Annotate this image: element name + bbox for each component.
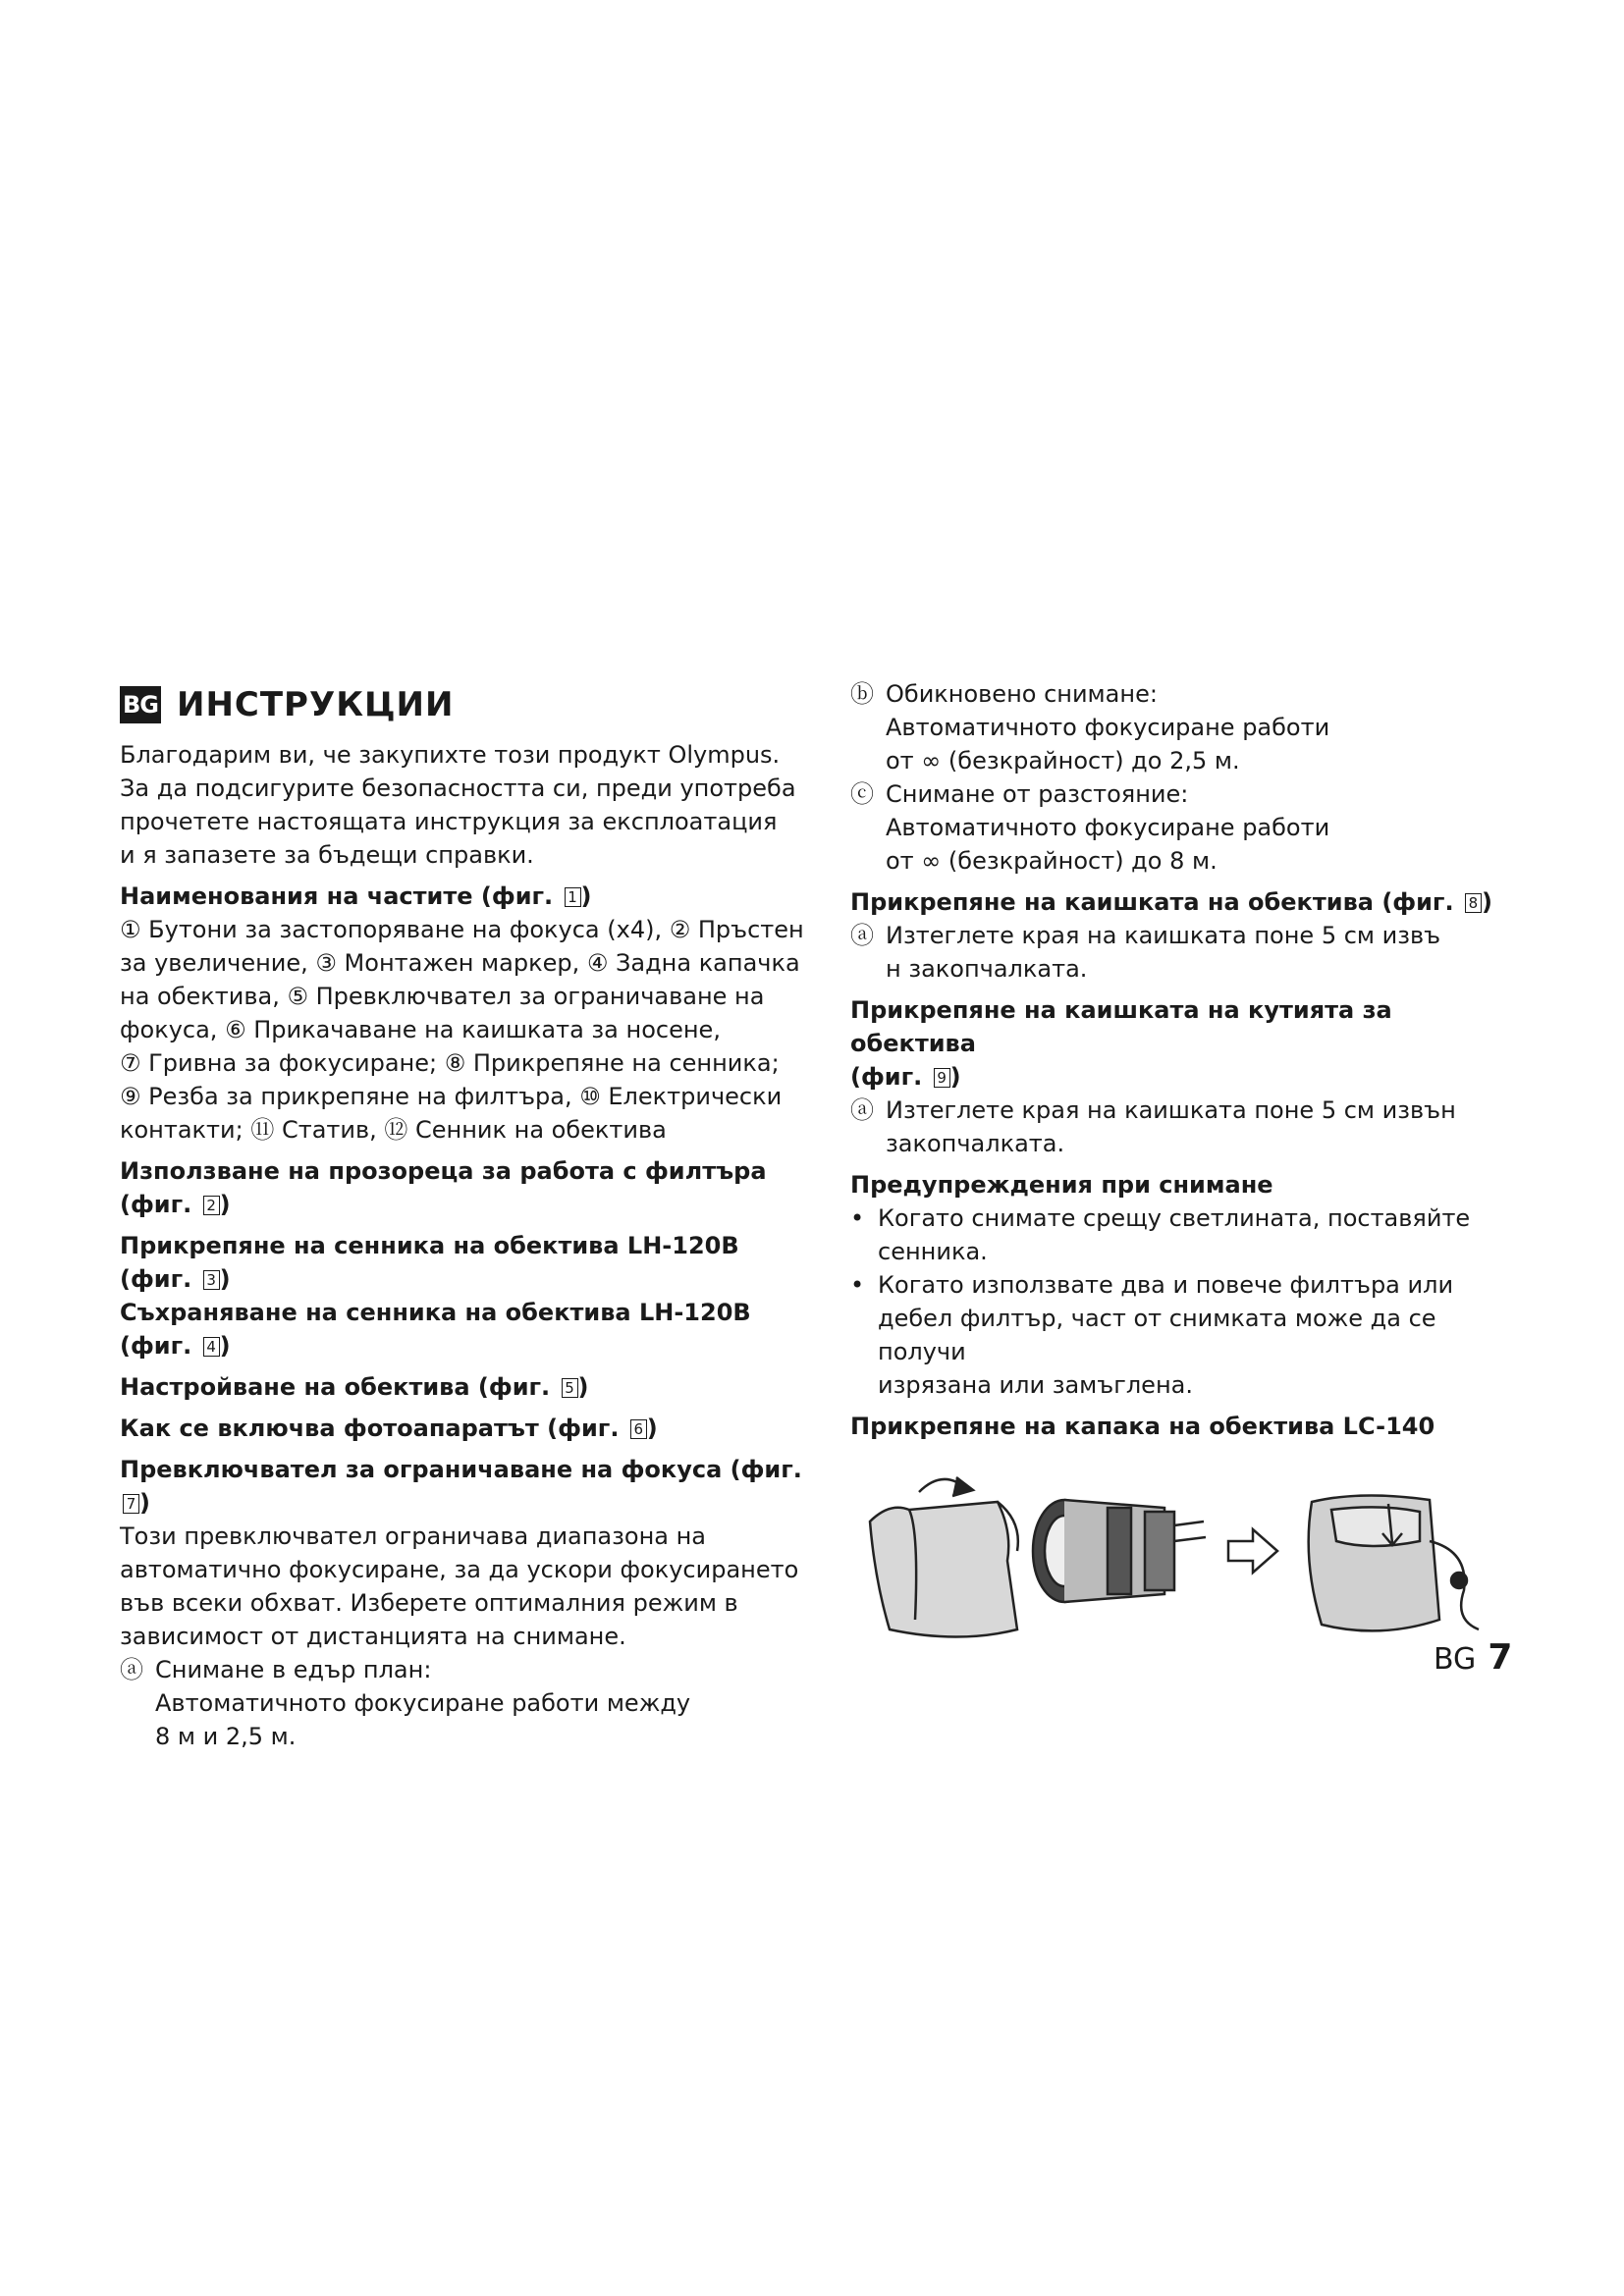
heading-text: Използване на прозореца за работа с филтъра (фиг.: [120, 1157, 767, 1218]
open-pouch-drawing: [870, 1477, 1018, 1637]
closed-pouch-drawing: [1309, 1495, 1479, 1630]
parts-line: ⑦ Гривна за фокусиране; ⑧ Прикрепяне на сенника;: [120, 1049, 780, 1077]
fig-ref: 3: [203, 1270, 220, 1290]
page-title: ИНСТРУКЦИИ: [177, 685, 455, 724]
heading-text: (фиг.: [850, 1063, 923, 1091]
mode-mark: ⓐ: [120, 1656, 143, 1683]
fig-ref: 9: [934, 1068, 950, 1088]
fig-ref: 1: [565, 887, 581, 907]
case-strap-step: [850, 1094, 1518, 1127]
step-text: Изтеглете края на каишката поне 5 см извъ: [886, 922, 1441, 949]
parts-heading-close: ): [580, 882, 592, 910]
heading-text: Прикрепяне на сенника на обектива LH-120B (фиг.: [120, 1232, 739, 1293]
page-number: [1434, 1637, 1512, 1678]
mode-text: 8 м и 2,5 м.: [155, 1723, 297, 1750]
language-badge: BG: [120, 686, 161, 723]
mode-distance: [850, 777, 1518, 811]
heading-text: Прикрепяне на каишката на обектива (фиг.: [850, 888, 1454, 916]
heading-text: Настройване на обектива (фиг.: [120, 1373, 551, 1401]
intro-paragraph: [120, 738, 807, 872]
heading-text: Превключвател за ограничаване на фокуса (фиг.: [120, 1456, 802, 1483]
parts-line: ① Бутони за застопоряване на фокуса (x4), ② Пръстен: [120, 916, 804, 943]
warning-item: [850, 1268, 1518, 1402]
bullet-mark: •: [850, 1204, 865, 1232]
fig-ref: 8: [1465, 893, 1482, 913]
case-strap-heading-cont: (фиг. 9 ): [850, 1063, 961, 1091]
lens-drawing: [1033, 1500, 1206, 1602]
warnings-heading: Предупреждения при снимане: [850, 1171, 1273, 1199]
title-row: [120, 677, 807, 732]
desc-line: автоматично фокусиране, за да ускори фокусирането: [120, 1556, 799, 1583]
desc-line: във всеки обхват. Изберете оптималния режим в: [120, 1589, 738, 1617]
section-heading-hood-attach: Прикрепяне на сенника на обектива LH-120B (фиг. 3 ): [120, 1232, 739, 1293]
fig-ref: 2: [203, 1196, 220, 1215]
step-text: Изтеглете края на каишката поне 5 см извън: [886, 1096, 1456, 1124]
parts-line: фокуса, ⑥ Прикачаване на каишката за носене,: [120, 1016, 721, 1043]
page-lang-label: BG: [1434, 1642, 1477, 1677]
section-heading-filter-window: Използване на прозореца за работа с филтъра (фиг. 2 ): [120, 1157, 767, 1218]
fig-ref: 6: [630, 1419, 647, 1439]
right-column: [850, 677, 1518, 1643]
parts-line: за увеличение, ③ Монтажен маркер, ④ Задна капачка: [120, 949, 800, 977]
mode-title: Снимане от разстояние:: [886, 780, 1189, 808]
section-heading-lens-setup: Настройване на обектива (фиг. 5 ): [120, 1373, 589, 1401]
page-number-value: 7: [1488, 1637, 1513, 1678]
intro-line: За да подсигурите безопасността си, преди употреба: [120, 774, 796, 802]
mode-text: от ∞ (безкрайност) до 2,5 м.: [886, 747, 1240, 774]
warning-line: сенника.: [878, 1238, 988, 1265]
left-column: [120, 677, 807, 1753]
mode-title: Снимане в едър план:: [155, 1656, 432, 1683]
warning-text: [878, 1268, 1518, 1402]
warning-line: Когато използвате два и повече филтъра или: [878, 1271, 1454, 1299]
parts-list: [120, 913, 807, 1147]
lens-cap-illustration: [850, 1463, 1518, 1639]
step-mark: ⓐ: [850, 1096, 874, 1124]
warning-item: [850, 1201, 1518, 1268]
warning-line: изрязана или замъглена.: [878, 1371, 1193, 1399]
warning-line: Когато снимате срещу светлината, поставяйте: [878, 1204, 1471, 1232]
intro-line: Благодарим ви, че закупихте този продукт Olympus.: [120, 741, 781, 769]
warning-text: [878, 1201, 1470, 1268]
desc-line: Този превключвател ограничава диапазона на: [120, 1522, 707, 1550]
mode-text: Автоматичното фокусиране работи между: [155, 1689, 691, 1717]
fig-ref: 4: [203, 1337, 220, 1357]
section-heading-hood-storage: Съхраняване на сенника на обектива LH-120B (фиг. 4 ): [120, 1299, 751, 1360]
lens-strap-step: [850, 919, 1518, 952]
parts-heading-text: Наименования на частите (фиг.: [120, 882, 554, 910]
fig-ref: 5: [562, 1378, 578, 1398]
mode-mark: ⓑ: [850, 680, 874, 708]
lens-strap-heading: Прикрепяне на каишката на обектива (фиг. 8 ): [850, 888, 1492, 916]
focus-limiter-description: [120, 1520, 807, 1653]
parts-line: на обектива, ⑤ Превключвател за ограничаване на: [120, 983, 765, 1010]
heading-text: Как се включва фотоапаратът (фиг.: [120, 1415, 620, 1442]
step-mark: ⓐ: [850, 922, 874, 949]
lens-cap-heading: Прикрепяне на капака на обектива LC-140: [850, 1413, 1435, 1440]
desc-line: зависимост от дистанцията на снимане.: [120, 1623, 626, 1650]
mode-text: Автоматичното фокусиране работи: [886, 814, 1330, 841]
mode-close-up: [120, 1653, 807, 1686]
intro-line: прочетете настоящата инструкция за експлоатация: [120, 808, 778, 835]
mode-title: Обикновено снимане:: [886, 680, 1158, 708]
mode-normal: [850, 677, 1518, 711]
arrow-right-icon: [1228, 1529, 1277, 1573]
parts-heading: [120, 880, 807, 913]
warning-line: дебел филтър, част от снимката може да се получи: [878, 1305, 1436, 1365]
mode-mark: ⓒ: [850, 780, 874, 808]
section-heading-power-on: Как се включва фотоапаратът (фиг. 6 ): [120, 1415, 658, 1442]
mode-text: от ∞ (безкрайност) до 8 м.: [886, 847, 1218, 875]
intro-line: и я запазете за бъдещи справки.: [120, 841, 534, 869]
parts-line: ⑨ Резба за прикрепяне на филтъра, ⑩ Електрически: [120, 1083, 783, 1110]
section-heading-focus-limiter: Превключвател за ограничаване на фокуса (фиг. 7 ): [120, 1456, 802, 1517]
heading-text: Съхраняване на сенника на обектива LH-120B (фиг.: [120, 1299, 751, 1360]
step-text: закопчалката.: [886, 1130, 1065, 1157]
bullet-mark: •: [850, 1271, 865, 1299]
case-strap-heading: Прикрепяне на каишката на кутията за обектива: [850, 996, 1392, 1057]
mode-text: Автоматичното фокусиране работи: [886, 714, 1330, 741]
fig-ref: 7: [123, 1494, 139, 1514]
step-text: н закопчалката.: [886, 955, 1088, 983]
parts-line: контакти; ⑪ Статив, ⑫ Сенник на обектива: [120, 1116, 667, 1144]
